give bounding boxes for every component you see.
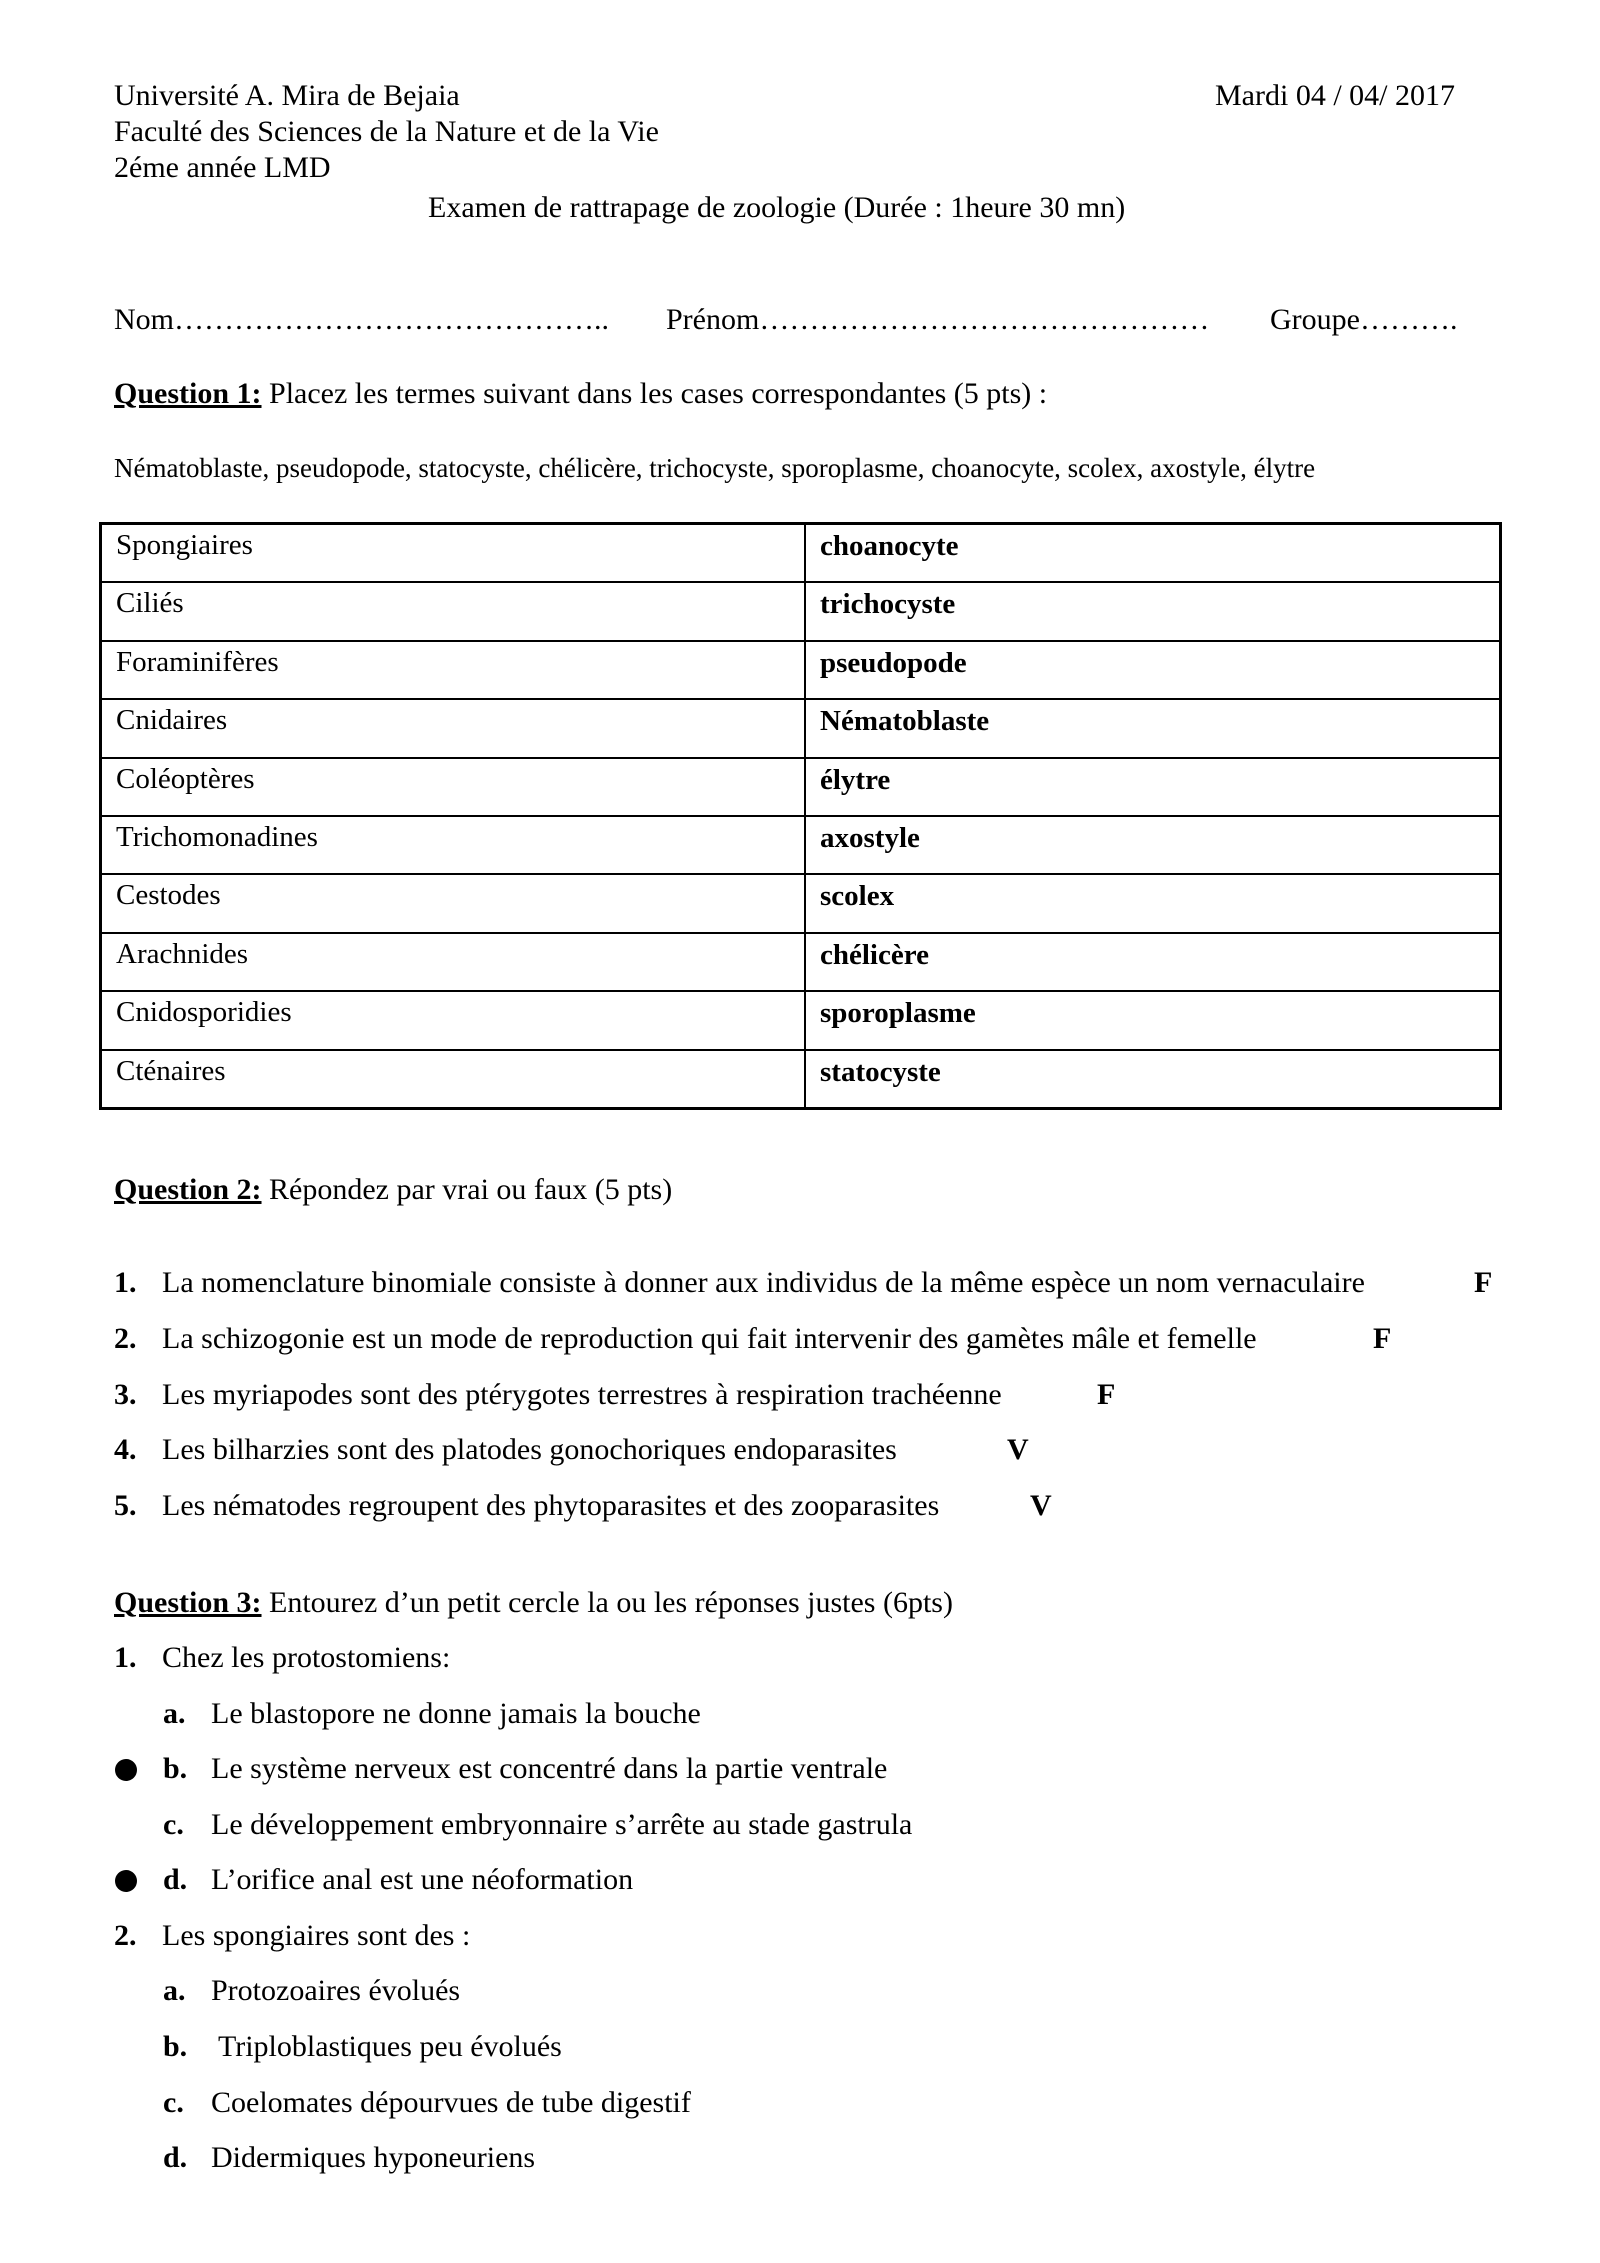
- list-item: [114, 1265, 1365, 1301]
- item-number: 1.: [114, 1266, 137, 1299]
- answer-option[interactable]: [163, 1807, 912, 1843]
- option-letter: b.: [163, 1752, 188, 1785]
- answer-cell[interactable]: sporoplasme: [805, 991, 1501, 1049]
- option-letter: c.: [163, 2086, 184, 2119]
- option-letter: c.: [163, 1808, 184, 1841]
- answer-option[interactable]: [163, 2029, 562, 2065]
- answer-option[interactable]: [163, 2140, 535, 2176]
- list-item: [114, 1488, 939, 1524]
- question-item: [114, 1918, 470, 1954]
- question-text: Chez les protostomiens:: [162, 1641, 451, 1674]
- university-name: Université A. Mira de Bejaia: [114, 79, 460, 112]
- item-number: 2.: [114, 1919, 137, 1952]
- item-number: 2.: [114, 1322, 137, 1355]
- group-cell: Cnidosporidies: [101, 991, 806, 1049]
- group-cell: Foraminifères: [101, 641, 806, 699]
- option-letter: b.: [163, 2030, 188, 2063]
- answer-cell[interactable]: trichocyste: [805, 582, 1501, 640]
- table-row: [101, 641, 1501, 699]
- item-number: 1.: [114, 1641, 137, 1674]
- true-false-answer[interactable]: F: [1373, 1322, 1392, 1355]
- group-cell: Spongiaires: [101, 524, 806, 583]
- table-row: [101, 758, 1501, 816]
- question-2-heading: [114, 1172, 672, 1208]
- group-cell: Trichomonadines: [101, 816, 806, 874]
- true-false-answer[interactable]: F: [1474, 1266, 1493, 1299]
- list-item: [114, 1377, 1002, 1413]
- question-text: Les spongiaires sont des :: [162, 1919, 471, 1952]
- option-text: Didermiques hyponeuriens: [211, 2141, 536, 2174]
- true-false-answer[interactable]: V: [1007, 1433, 1029, 1466]
- question-1-title: Question 1:: [114, 377, 262, 410]
- question-3-title: Question 3:: [114, 1586, 262, 1619]
- table-row: [101, 1050, 1501, 1109]
- statement-text: La nomenclature binomiale consiste à donner aux individus de la même espèce un nom vernaculaire: [162, 1266, 1365, 1299]
- question-1-instruction: Placez les termes suivant dans les cases correspondantes (5 pts) :: [269, 377, 1048, 410]
- option-text: Protozoaires évolués: [211, 1974, 461, 2007]
- answer-cell[interactable]: axostyle: [805, 816, 1501, 874]
- item-number: 4.: [114, 1433, 137, 1466]
- groupe-field[interactable]: Groupe……….: [1270, 303, 1458, 336]
- answer-cell[interactable]: choanocyte: [805, 524, 1501, 583]
- terms-table: [99, 522, 1502, 1110]
- exam-title: Examen de rattrapage de zoologie (Durée : 1heure 30 mn): [428, 191, 1126, 224]
- question-2-instruction: Répondez par vrai ou faux (5 pts): [269, 1173, 673, 1206]
- group-cell: Ciliés: [101, 582, 806, 640]
- group-cell: Cestodes: [101, 874, 806, 932]
- option-text: L’orifice anal est une néoformation: [211, 1863, 634, 1896]
- answer-option[interactable]: [163, 1862, 633, 1898]
- true-false-answer[interactable]: F: [1097, 1378, 1116, 1411]
- answer-cell[interactable]: Nématoblaste: [805, 699, 1501, 757]
- study-level: 2éme année LMD: [114, 151, 331, 184]
- item-number: 5.: [114, 1489, 137, 1522]
- question-1-heading: [114, 376, 1047, 412]
- table-row: [101, 874, 1501, 932]
- group-cell: Coléoptères: [101, 758, 806, 816]
- selected-answer-dot: [115, 1759, 137, 1781]
- table-row: [101, 816, 1501, 874]
- answer-cell[interactable]: chélicère: [805, 933, 1501, 991]
- option-letter: d.: [163, 2141, 188, 2174]
- group-cell: Cténaires: [101, 1050, 806, 1109]
- list-item: [114, 1432, 897, 1468]
- table-row: [101, 933, 1501, 991]
- answer-option[interactable]: [163, 1751, 887, 1787]
- option-letter: a.: [163, 1974, 186, 2007]
- table-row: [101, 524, 1501, 583]
- faculty-name: Faculté des Sciences de la Nature et de la Vie: [114, 115, 659, 148]
- answer-cell[interactable]: scolex: [805, 874, 1501, 932]
- option-letter: d.: [163, 1863, 188, 1896]
- true-false-answer[interactable]: V: [1030, 1489, 1052, 1522]
- statement-text: Les myriapodes sont des ptérygotes terrestres à respiration trachéenne: [162, 1378, 1002, 1411]
- table-row: [101, 991, 1501, 1049]
- question-3-instruction: Entourez d’un petit cercle la ou les réponses justes (6pts): [269, 1586, 953, 1619]
- exam-date: Mardi 04 / 04/ 2017: [1215, 79, 1455, 112]
- question-1-term-list: Nématoblaste, pseudopode, statocyste, chélicère, trichocyste, sporoplasme, choanocyte, scolex, axostyle, élytre: [114, 453, 1316, 483]
- question-2-title: Question 2:: [114, 1173, 262, 1206]
- answer-cell[interactable]: élytre: [805, 758, 1501, 816]
- option-letter: a.: [163, 1697, 186, 1730]
- table-row: [101, 582, 1501, 640]
- option-text: Le système nerveux est concentré dans la partie ventrale: [211, 1752, 888, 1785]
- statement-text: Les bilharzies sont des platodes gonochoriques endoparasites: [162, 1433, 897, 1466]
- answer-option[interactable]: [163, 1696, 701, 1732]
- answer-cell[interactable]: pseudopode: [805, 641, 1501, 699]
- option-text: Triploblastiques peu évolués: [211, 2030, 562, 2063]
- nom-field[interactable]: Nom……………………………………..: [114, 303, 609, 336]
- statement-text: Les nématodes regroupent des phytoparasites et des zooparasites: [162, 1489, 940, 1522]
- option-text: Coelomates dépourvues de tube digestif: [211, 2086, 691, 2119]
- answer-option[interactable]: [163, 1973, 460, 2009]
- table-row: [101, 699, 1501, 757]
- answer-cell[interactable]: statocyste: [805, 1050, 1501, 1109]
- question-item: [114, 1640, 450, 1676]
- option-text: Le blastopore ne donne jamais la bouche: [211, 1697, 701, 1730]
- question-3-heading: [114, 1585, 953, 1621]
- option-text: Le développement embryonnaire s’arrête au stade gastrula: [211, 1808, 913, 1841]
- group-cell: Cnidaires: [101, 699, 806, 757]
- group-cell: Arachnides: [101, 933, 806, 991]
- answer-option[interactable]: [163, 2085, 691, 2121]
- prenom-field[interactable]: Prénom………………………………………: [666, 303, 1210, 336]
- list-item: [114, 1321, 1257, 1357]
- item-number: 3.: [114, 1378, 137, 1411]
- statement-text: La schizogonie est un mode de reproduction qui fait intervenir des gamètes mâle et femelle: [162, 1322, 1257, 1355]
- selected-answer-dot: [115, 1870, 137, 1892]
